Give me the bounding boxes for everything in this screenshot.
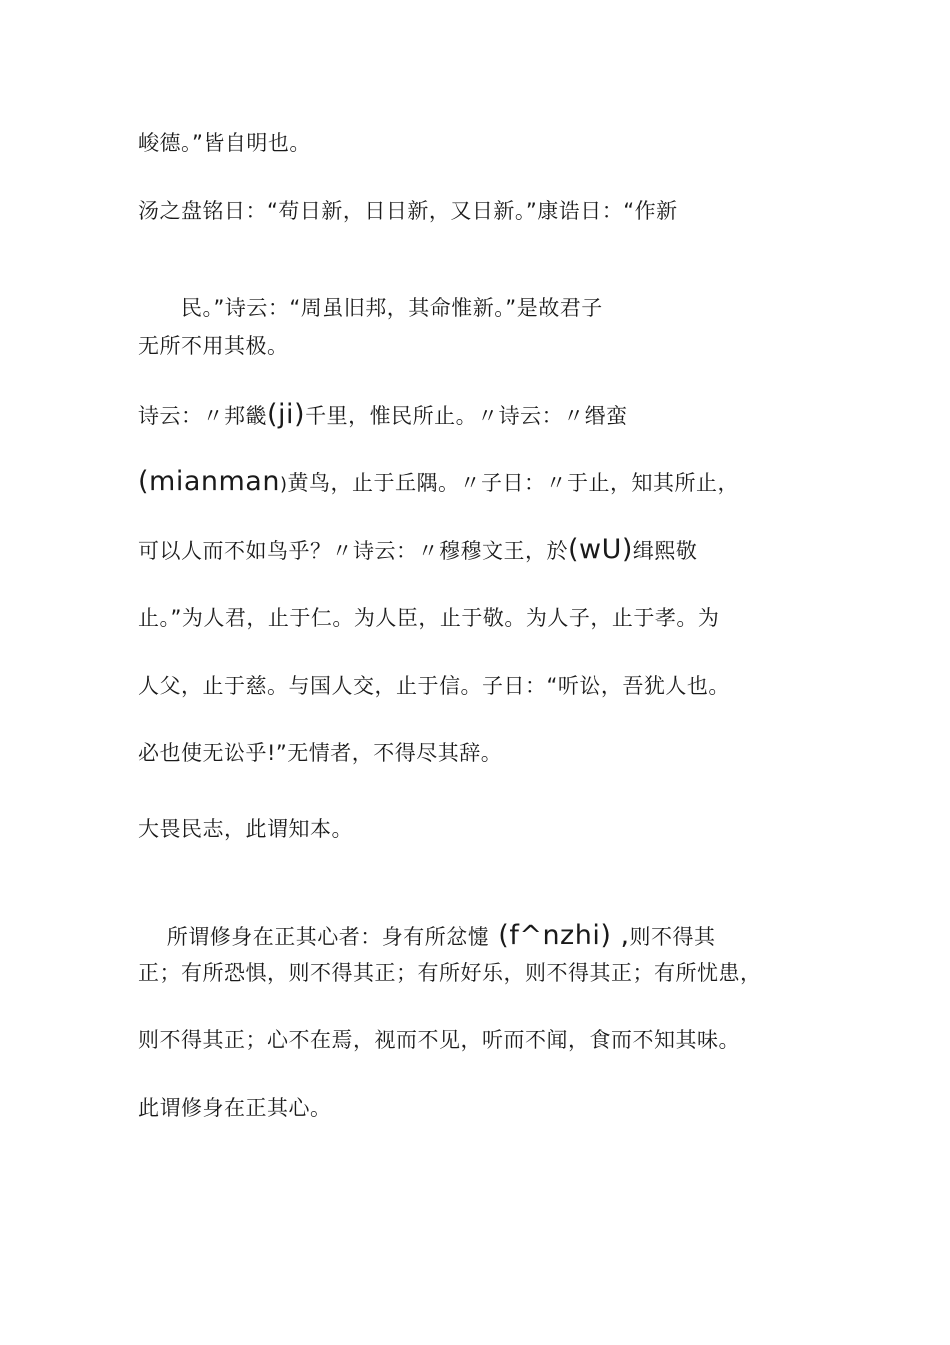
pinyin-annotation: (mianman (138, 466, 280, 497)
text-run: 大畏民志，此谓知本。 (138, 817, 353, 841)
text-line (138, 400, 628, 431)
text-run: 无所不用其极。 (138, 334, 289, 358)
text-line (138, 814, 353, 844)
text-line (138, 467, 739, 500)
text-line (138, 603, 719, 633)
text-line (138, 196, 678, 226)
text-run: 则不得其 (629, 925, 716, 949)
text-run: 则不得其正；心不在焉，视而不见，听而不闻，食而不知其味。 (138, 1028, 740, 1052)
text-run: 人父，止于慈。与国人交，止于信。子日：“听讼，吾犹人也。 (138, 674, 730, 698)
text-run: 千里，惟民所止。〃诗云：〃缗蛮 (305, 404, 628, 428)
text-line (138, 331, 289, 361)
text-line (138, 958, 762, 988)
text-line (138, 1093, 332, 1123)
text-run: 黄鸟，止于丘隅。〃子日：〃于止，知其所止， (287, 471, 739, 495)
text-run: 正；有所恐惧，则不得其正；有所好乐，则不得其正；有所忧患， (138, 961, 762, 985)
pinyin-annotation-close: ) (279, 474, 288, 495)
text-run: 止。”为人君，止于仁。为人臣，止于敬。为人子，止于孝。为 (138, 606, 720, 630)
text-line (138, 671, 730, 701)
pinyin-annotation: (f^nzhi) , (489, 920, 630, 951)
text-run: 所谓修身在正其心者：身有所忿懥 (166, 925, 490, 949)
pinyin-annotation: (wU) (568, 534, 633, 565)
text-run: 此谓修身在正其心。 (138, 1096, 332, 1120)
text-run: 峻德。”皆自明也。 (138, 131, 311, 155)
text-run: 缉熙敬 (632, 539, 698, 563)
text-run: 可以人而不如鸟乎？〃诗云：〃穆穆文王，於 (138, 539, 568, 563)
text-line (138, 1025, 740, 1055)
text-line (138, 535, 697, 566)
text-run: 民。”诗云：“周虽旧邦，其命惟新。”是故君子 (166, 296, 603, 320)
text-run: 汤之盘铭日：“苟日新，日日新，又日新。”康诰日：“作新 (138, 199, 678, 223)
text-line (138, 128, 311, 158)
pinyin-annotation: (ji) (267, 399, 306, 430)
text-line (138, 738, 502, 768)
text-run: 诗云：〃邦畿 (138, 404, 267, 428)
text-run: 必也使无讼乎!”无情者，不得尽其辞。 (138, 741, 503, 765)
